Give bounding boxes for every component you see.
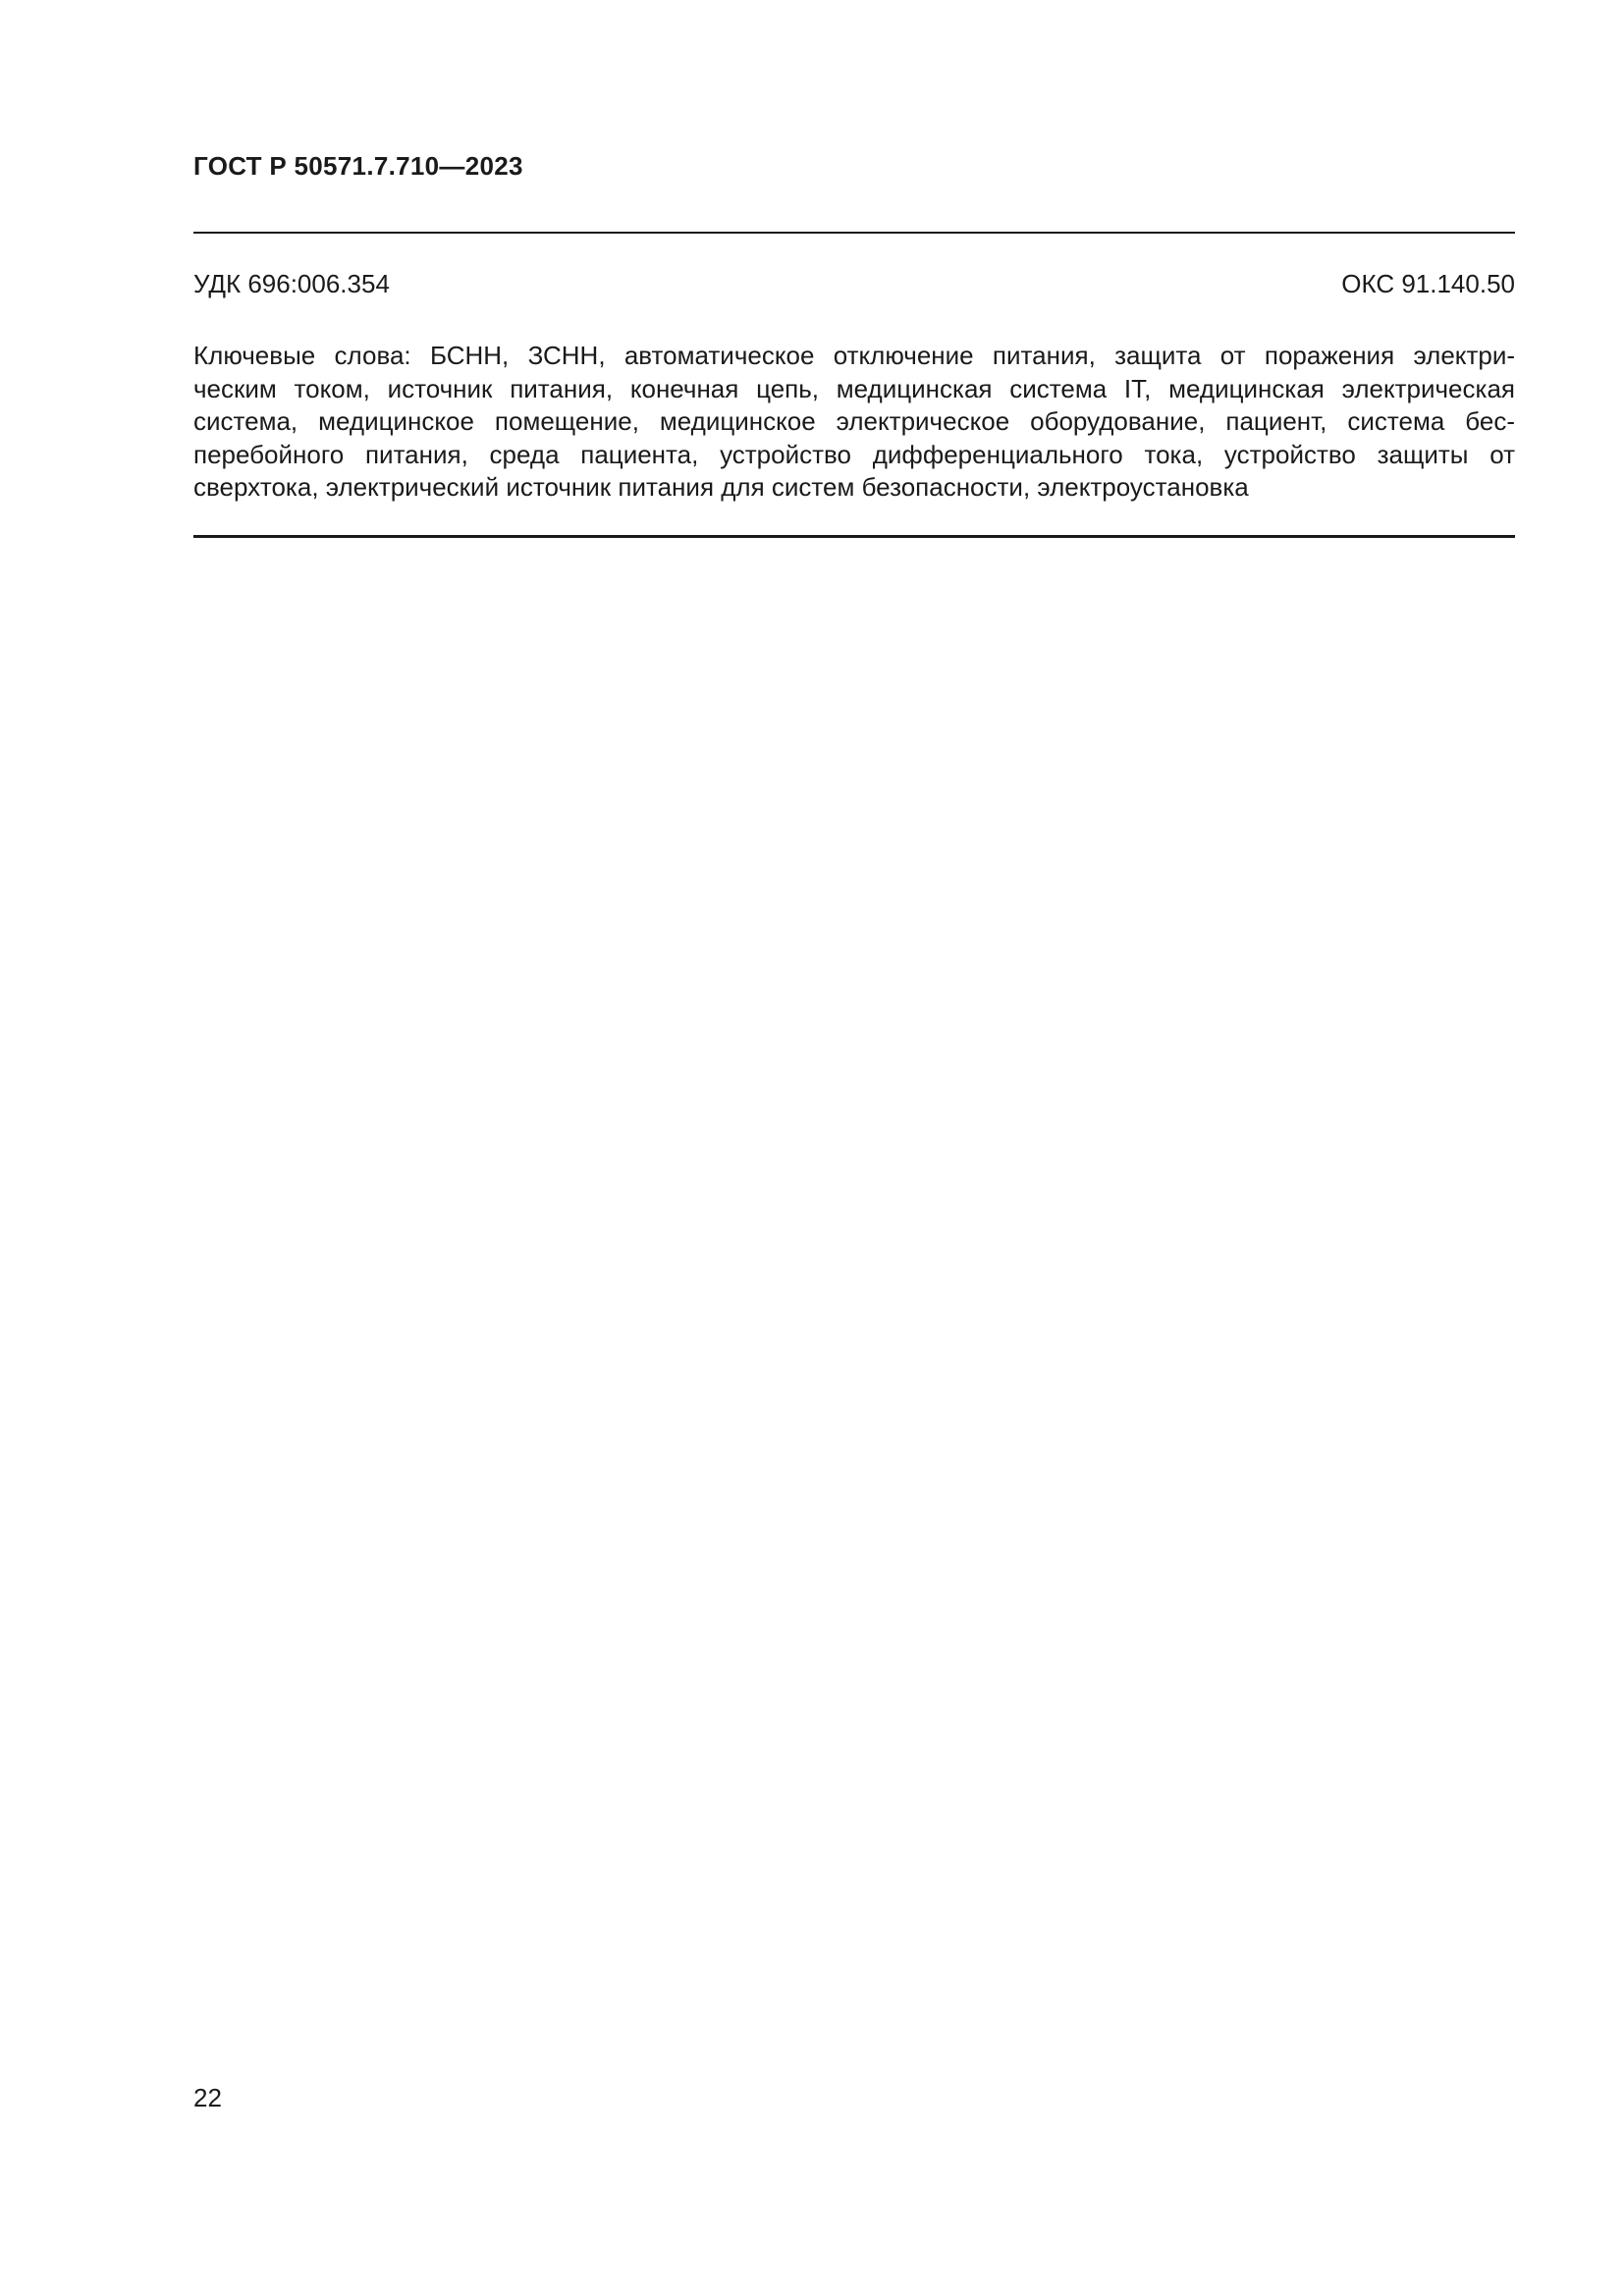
page-number: 22 [193, 2083, 222, 2112]
keywords-line: перебойного питания, среда пациента, устройство дифференциального тока, устройство защиты от [193, 439, 1515, 469]
bottom-divider [193, 535, 1515, 538]
keywords-line: сверхтока, электрический источник питания для систем безопасности, электроустановка [193, 472, 1249, 502]
top-divider [193, 232, 1515, 234]
standard-code-header: ГОСТ Р 50571.7.710—2023 [193, 151, 523, 181]
keywords-paragraph [193, 340, 1515, 505]
keywords-line: система, медицинское помещение, медицинское электрическое оборудование, пациент, система бес- [193, 406, 1515, 436]
classification-row [193, 269, 1515, 299]
oks-code: ОКС 91.140.50 [1341, 269, 1515, 298]
keywords-line: ческим током, источник питания, конечная цепь, медицинская система IT, медицинская электрическая [193, 373, 1515, 403]
keywords-line: Ключевые слова: БСНН, ЗСНН, автоматическое отключение питания, защита от поражения электри- [193, 341, 1515, 370]
udk-code: УДК 696:006.354 [193, 269, 390, 298]
